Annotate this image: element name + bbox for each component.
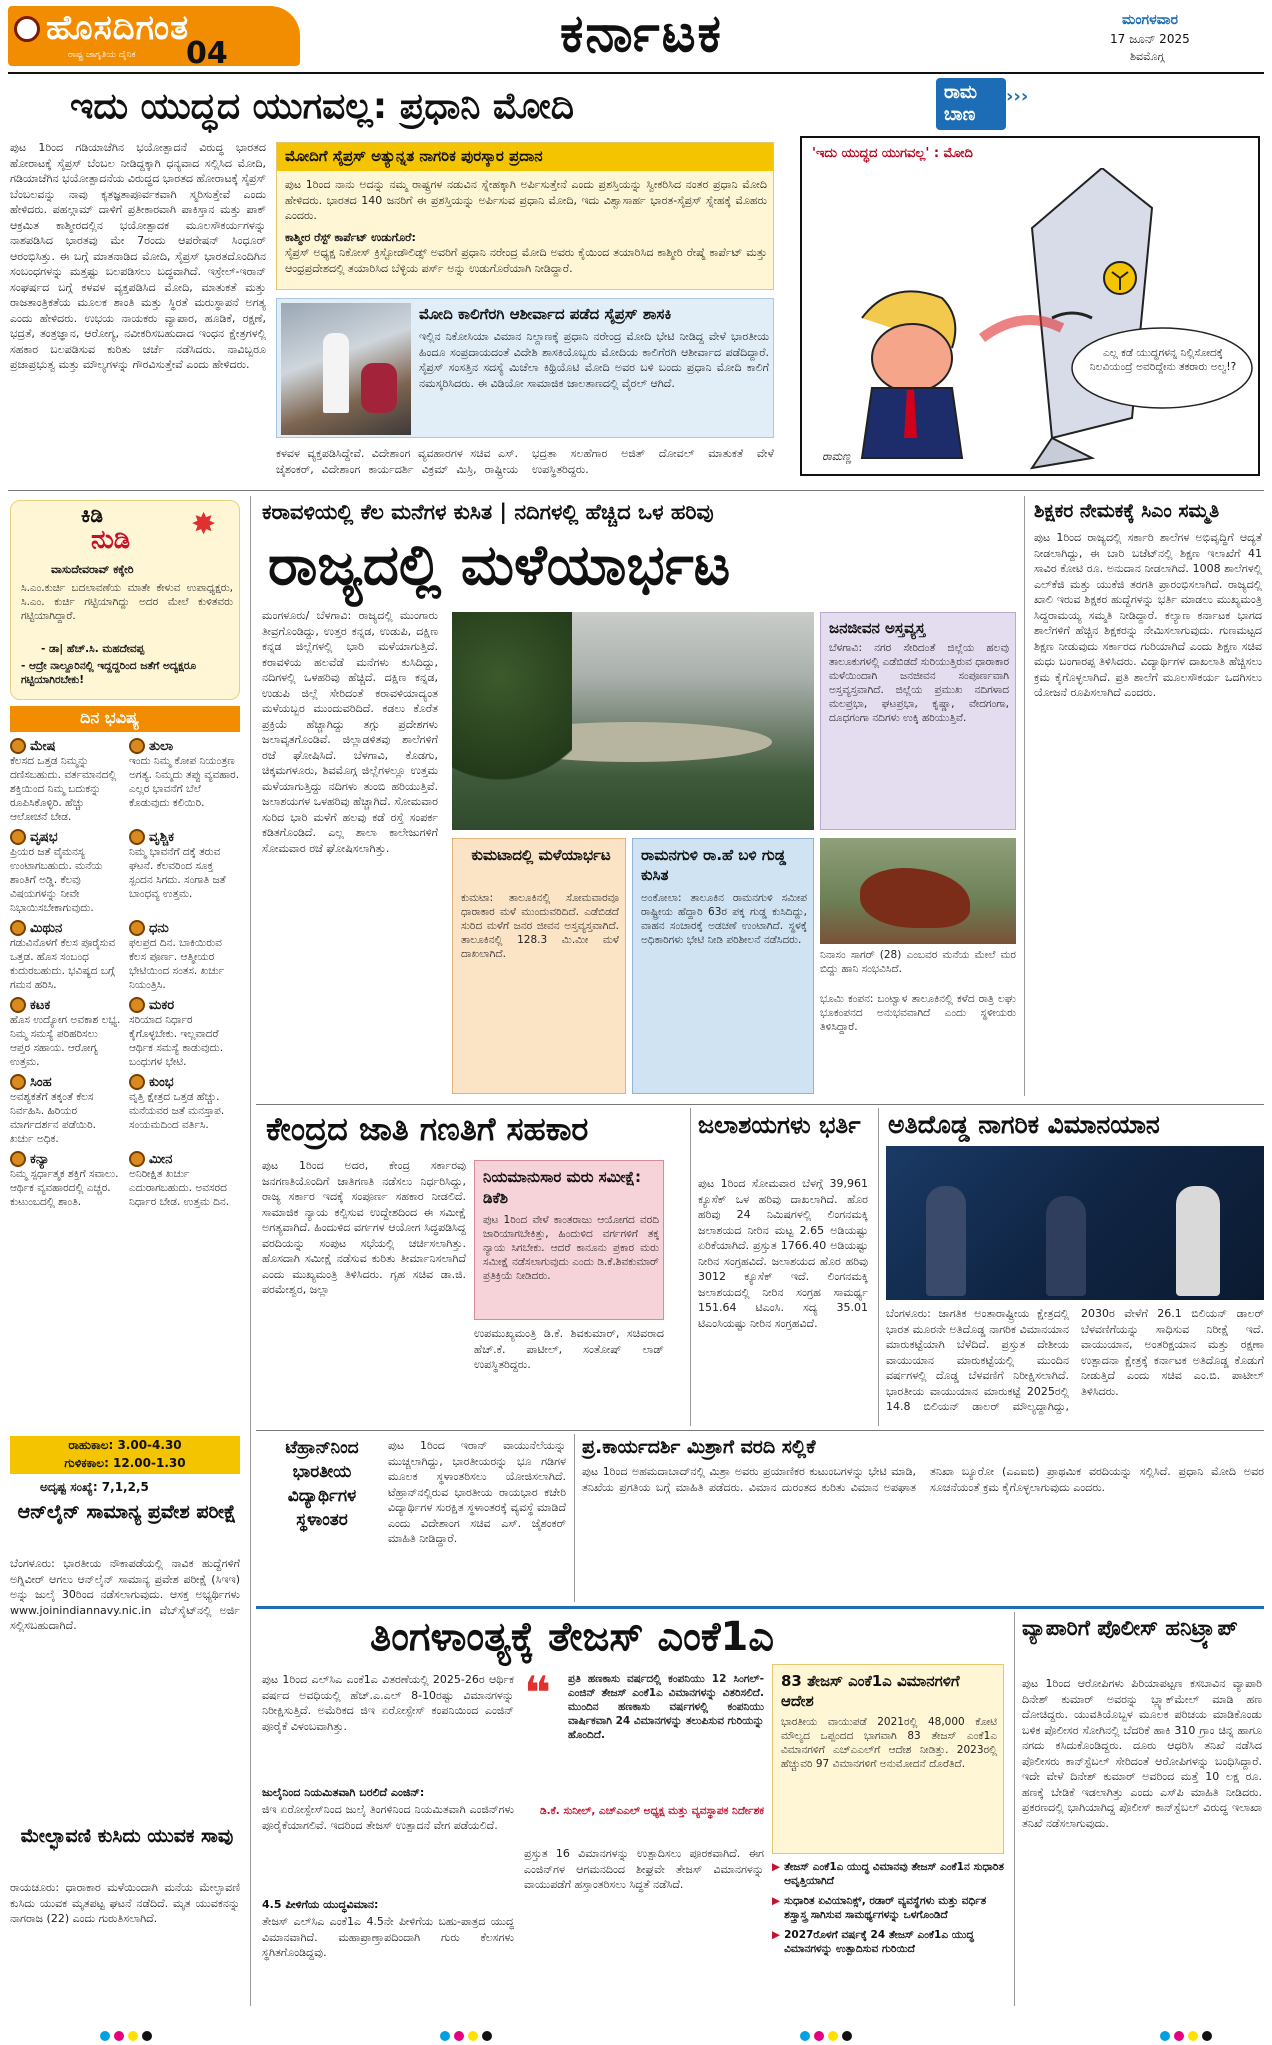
photo-person-2 [1046, 1196, 1086, 1296]
left-col-divider [250, 496, 251, 2006]
horoscope-sign-label: ಮಿಥುನ [30, 920, 63, 936]
horoscope-sign-text: ವೃತ್ತಿ ಕ್ಷೇತ್ರದ ಒತ್ತಡ ಹೆಚ್ಚು. ಮನೆಯವರ ಜತೆ ಮನಸ್ತಾಪ. ಸಂಯಮದಿಂದ ವರ್ತಿಸಿ. [129, 1091, 225, 1131]
horoscope-sign-name [10, 920, 121, 936]
registration-dot [100, 2031, 110, 2041]
horoscope-sign-text: ಕೆಲಸದ ಒತ್ತಡ ನಿಮ್ಮನ್ನು ದಣಿಸಬಹುದು. ವರ್ತಮಾನದಲ್ಲಿ ಶಕ್ತಿಯಿಂದ ನಿಮ್ಮ ಬದುಕನ್ನು ರೂಪಿಸಿಕೊಳ್ಳಿರಿ. ಹೆಚ್ಚು ಆಲೋಚನೆ ಬೇಡ. [10, 755, 117, 823]
cartoon-speech: ಎಲ್ಲ ಕಡೆ ಯುದ್ಧಗಳನ್ನ ನಿಲ್ಲಿಸೋದಕ್ಕೆ ನಿಲವಿಯಂದ್ರೆ ಅವರಿದ್ದೇನು ತಕರಾರು ಅಲ್ವ!? [1089, 347, 1237, 373]
gulika: ಗುಳಿಕಕಾಲ: 12.00-1.30 [64, 1456, 186, 1470]
ramanagar-box [632, 838, 814, 1094]
registration-dot [114, 2031, 124, 2041]
zodiac-icon [10, 997, 26, 1013]
tejas-body: ಪುಟ 1ರಿಂದ ಎಲ್‌ಸಿಎ ಎಂಕೆ1ಎ ವಿತರಣೆಯಲ್ಲಿ 2025-26ರ ಆರ್ಥಿಕ ವರ್ಷದ ಅವಧಿಯಲ್ಲಿ ಹೆಚ್.ಎ.ಎಲ್ 8-10ರಷ್ಟು ವಿಮಾನಗಳನ್ನು ನಿರೀಕ್ಷಿಸುತ್ತಿದೆ. ಅಮೆರಿಕದ ಜಿಇ ಏರೋಸ್ಪೇಸ್ ಕಂಪನಿಯಿಂದ ಎಂಜಿನ್ ಪೂರೈಕೆ ವಿಳಂಬವಾಗಿತ್ತು. [262, 1673, 514, 1733]
horoscope-header [10, 706, 240, 732]
tejas-bullet-list [772, 1860, 1004, 1956]
rain-tail: ಭೂಮಿ ಕಂಪನ: ಬಂಟ್ವಾಳ ತಾಲೂಕಿನಲ್ಲಿ ಕಳೆದ ರಾತ್ರಿ ಲಘು ಭೂಕಂಪನದ ಅನುಭವವಾಗಿದೆ ಎಂದು ಸ್ಥಳೀಯರು ತಿಳಿಸಿದ್ದಾರೆ. [820, 993, 1016, 1033]
zodiac-icon [129, 1151, 145, 1167]
page-number: 04 [186, 36, 228, 71]
photo-figure [323, 333, 349, 413]
horoscope-sign-label: ಮೀನ [149, 1151, 173, 1167]
horoscope-sign-label: ಧನು [149, 920, 169, 936]
tejas-quote-body: ಪ್ರಸ್ತುತ 16 ವಿಮಾನಗಳನ್ನು ಉತ್ಪಾದಿಸಲು ಪೂರಕವಾಗಿದೆ. ಈಗ ಎಂಜಿನ್‌ಗಳ ಆಗಮನದಿಂದ ಶೀಘ್ರವೇ ತೇಜಸ್ ವಿಮಾನಗಳನ್ನು ವಾಯುಪಡೆಗೆ ಹಸ್ತಾಂತರಿಸಲು ಸಿದ್ಧತೆ ನಡೆಸಿದೆ. [524, 1847, 764, 1891]
city-label: ಶಿವಮೊಗ್ಗ [1130, 50, 1165, 63]
blessing-body: ಇಲ್ಲಿನ ನಿಕೋಸಿಯಾ ವಿಮಾನ ನಿಲ್ದಾಣಕ್ಕೆ ಪ್ರಧಾನಿ ನರೇಂದ್ರ ಮೋದಿ ಭೇಟಿ ನೀಡಿದ್ದ ವೇಳೆ ಭಾರತೀಯ ಹಿಂದೂ ಸಂಪ್ರದಾಯದಂತೆ ವಿದೇಶಿ ಶಾಸಕಿಯೊಬ್ಬರು ಮೋದಿಯ ಕಾಲಿಗೆರಗಿ ಆಶೀರ್ವಾದ ಪಡೆದಿದ್ದಾರೆ. ಸೈಪ್ರಸ್ ಸಂಸತ್ತಿನ ಸದಸ್ಯೆ ಮಿಚೆಲಾ ಕಿಥ್ರಿಯೊಟಿ ಮೋದಿ ಅವರ ಬಳಿ ಬಂದು ಪ್ರಧಾನಿ ಮೋದಿ ಕಾಲಿಗೆ ನಮಸ್ಕರಿಸಿದರು. ಈ ವಿಡಿಯೋ ಸಾಮಾಜಿಕ ಜಾಲತಾಣದಲ್ಲಿ ವೈರಲ್ ಆಗಿದೆ. [419, 330, 769, 390]
tejas-order-box [772, 1664, 1004, 1854]
registration-dot [468, 2031, 478, 2041]
horoscope-sign-name [10, 997, 121, 1013]
registration-dot [828, 2031, 838, 2041]
cartoon-signature: ರಾಮಣ್ಣ [822, 450, 852, 463]
ramanagar-body: ಅಂಕೋಲಾ: ತಾಲೂಕಿನ ರಾಮನಗುಳಿ ಸಮೀಪ ರಾಷ್ಟ್ರೀಯ ಹೆದ್ದಾರಿ 63ರ ಪಕ್ಕ ಗುಡ್ಡ ಕುಸಿದಿದ್ದು, ವಾಹನ ಸಂಚಾರಕ್ಕೆ ಅಡಚಣೆ ಉಂಟಾಗಿದೆ. ಸ್ಥಳಕ್ಕೆ ಅಧಿಕಾರಿಗಳು ಭೇಟಿ ನೀಡಿ ಪರಿಶೀಲನೆ ನಡೆಸಿದರು. [641, 892, 807, 946]
horoscope-item [10, 997, 121, 1069]
horoscope-item [129, 920, 240, 992]
blessing-headline: ಮೋದಿ ಕಾಲಿಗೆರಗಿ ಆಶೀರ್ವಾದ ಪಡೆದ ಸೈಪ್ರಸ್ ಶಾಸಕಿ [419, 305, 672, 323]
tejas-order-headline: 83 ತೇಜಸ್ ಎಂಕೆ1ಎ ವಿಮಾನಗಳಿಗೆ ಆದೇಶ [781, 1672, 960, 1710]
section-rule-3 [256, 1430, 1264, 1431]
horoscope-sign-label: ತುಲಾ [149, 738, 174, 754]
bullet-arrow-icon: ▶ [772, 1895, 781, 1907]
registration-dot [800, 2031, 810, 2041]
spark-icon: ✸ [191, 507, 217, 542]
horoscope-item [10, 1151, 121, 1209]
date-label: 17 ಜೂನ್ 2025 [1110, 32, 1190, 46]
tejas-sub2-body: ತೇಜಸ್ ಎಲ್‌ಸಿಎ ಎಂಕೆ1ಎ 4.5ನೇ ಪೀಳಿಗೆಯ ಬಹು-ಪಾತ್ರದ ಯುದ್ಧ ವಿಮಾನವಾಗಿದೆ. ಮಹಾಪ್ರಾಣ್ತಾಪದಿಂದಾಗಿ ಗುರು ಕೆಲಸಗಳು ಸ್ಥಗಿತಗೊಂಡಿದ್ದವು. [262, 1915, 514, 1959]
rain-photo-caption: ನಿನಾಸಂ ಸಾಗರ್ (28) ಎಂಬವರ ಮನೆಯ ಮೇಲೆ ಮರ ಬಿದ್ದು ಹಾನಿ ಸಂಭವಿಸಿದೆ. [820, 949, 1016, 975]
caste-headline: ಕೇಂದ್ರದ ಜಾತಿ ಗಣತಿಗೆ ಸಹಕಾರ [266, 1110, 589, 1148]
tehran-headline: ಟೆಹ್ರಾನ್‌ನಿಂದ ಭಾರತೀಯ ವಿದ್ಯಾರ್ಥಿಗಳ ಸ್ಥಳಾಂತರ [285, 1438, 359, 1530]
day-label: ಮಂಗಳವಾರ [1122, 12, 1179, 28]
registration-dot [482, 2031, 492, 2041]
zodiac-icon [10, 738, 26, 754]
kidi-title-bottom: ನುಡಿ [91, 525, 131, 555]
masthead-rule [8, 72, 1264, 74]
horoscope-sign-text: ಗಡುವಿನೊಳಗೆ ಕೆಲಸ ಪೂರೈಸುವ ಒತ್ತಡ. ಹೊಸ ಸಂಬಂಧ ಕುದುರಬಹುದು. ಭವಿಷ್ಯದ ಬಗ್ಗೆ ಗಮನ ಹರಿಸಿ. [10, 937, 116, 991]
caste-divider [690, 1108, 691, 1426]
section-rule-2 [256, 1104, 1264, 1105]
cartoon-illustration [802, 168, 1258, 474]
horoscope-sign-label: ಮಕರ [149, 997, 175, 1013]
teacher-body: ಪುಟ 1ರಿಂದ ರಾಜ್ಯದಲ್ಲಿ ಸರ್ಕಾರಿ ಶಾಲೆಗಳ ಅಭಿವೃದ್ಧಿಗೆ ಆದ್ಯತೆ ನೀಡಲಾಗಿದ್ದು, ಈ ಬಾರಿ ಬಜೆಟ್‌ನಲ್ಲಿ ಶಿಕ್ಷಣ ಇಲಾಖೆಗೆ 41 ಸಾವಿರ ಕೋಟಿ ರೂ. ಅನುದಾನ ನೀಡಲಾಗಿದೆ. 1008 ಶಾಲೆಗಳಲ್ಲಿ ಎಲ್‌ಕೆಜಿ ಮತ್ತು ಯುಕೆಜಿ ತರಗತಿ ಪ್ರಾರಂಭಿಸಲಾಗಿದೆ. ರಾಜ್ಯದಲ್ಲಿ ಖಾಲಿ ಇರುವ ಶಿಕ್ಷಕರ ಹುದ್ದೆಗಳನ್ನು ಭರ್ತಿ ಮಾಡಲು ಮುಖ್ಯಮಂತ್ರಿ ಸಿದ್ದರಾಮಯ್ಯ ಸಮ್ಮತಿ ನೀಡಿದ್ದಾರೆ. ಕಲ್ಯಾಣ ಕರ್ನಾಟಕ ಭಾಗದ ಶಾಲೆಗಳಿಗೆ ಹೆಚ್ಚಿನ ಶಿಕ್ಷಕರನ್ನು ನೇಮಿಸಲಾಗುವುದು. ಗುಣಮಟ್ಟದ ಶಿಕ್ಷಣ ನೀಡುವುದು ಸರ್ಕಾರದ ಗುರಿಯಾಗಿದೆ ಎಂದು ಶಿಕ್ಷಣ ಸಚಿವ ಮಧು ಬಂಗಾರಪ್ಪ ತಿಳಿಸಿದರು. ವಿದ್ಯಾರ್ಥಿಗಳ ದಾಖಲಾತಿ ಹೆಚ್ಚಿಸಲು ಕ್ರಮ ಕೈಗೊಳ್ಳಲಾಗಿದೆ. ಪ್ರತಿ ಶಾಲೆಗೆ ಮೂಲಸೌಕರ್ಯ ಒದಗಿಸಲು ಯೋಜನೆ ರೂಪಿಸಲಾಗಿದೆ ಎಂದರು. [1034, 531, 1262, 699]
online-exam-headline: ಆನ್‌ಲೈನ್ ಸಾಮಾನ್ಯ ಪ್ರವೇಶ ಪರೀಕ್ಷೆ [17, 1501, 237, 1523]
rain-flood-photo [452, 612, 814, 830]
tejas-order-body: ಭಾರತೀಯ ವಾಯುಪಡೆ 2021ರಲ್ಲಿ 48,000 ಕೋಟಿ ಮೌಲ್ಯದ ಒಪ್ಪಂದದ ಭಾಗವಾಗಿ 83 ತೇಜಸ್ ಎಂಕೆ1ಎ ವಿಮಾನಗಳಿಗೆ ಎಚ್‌ಎಎಲ್‌ಗೆ ಆದೇಶ ನೀಡಿತ್ತು. 2023ರಲ್ಲಿ ಹೆಚ್ಚುವರಿ 97 ವಿಮಾನಗಳಿಗೆ ಅನುಮೋದನೆ ದೊರೆತಿದೆ. [781, 1716, 997, 1770]
logo-text: ಹೊಸದಿಗಂತ [46, 8, 190, 48]
horoscope-item [10, 1074, 121, 1146]
section-title: ಕರ್ನಾಟಕ [560, 4, 723, 64]
registration-dot [1160, 2031, 1170, 2041]
tejas-headline: ತಿಂಗಳಾಂತ್ಯಕ್ಕೆ ತೇಜಸ್ ಎಂಕೆ1ಎ [370, 1614, 775, 1660]
kumata-body: ಕುಮಟಾ: ತಾಲೂಕಿನಲ್ಲಿ ಸೋಮವಾರವೂ ಧಾರಾಕಾರ ಮಳೆ ಮುಂದುವರಿದಿದೆ. ಎಡೆಬಿಡದೆ ಸುರಿದ ಮಳೆಗೆ ಜನರ ಜೀವನ ಅಸ್ತವ್ಯಸ್ತವಾಗಿದೆ. ತಾಲೂಕಿನಲ್ಲಿ 128.3 ಮಿ.ಮೀ ಮಳೆ ದಾಖಲಾಗಿದೆ. [461, 892, 619, 960]
aviation-photo [886, 1146, 1264, 1300]
zodiac-icon [129, 1074, 145, 1090]
section-rule-1 [8, 490, 1264, 491]
horoscope-sign-name [10, 829, 121, 845]
horoscope-sign-label: ಸಿಂಹ [30, 1074, 52, 1090]
honeytrap-headline: ವ್ಯಾಪಾರಿಗೆ ಪೊಲೀಸ್ ಹನಿಟ್ರ್ಯಾಪ್ [1022, 1616, 1238, 1640]
rain-side-headline: ಜನಜೀವನ ಅಸ್ತವ್ಯಸ್ತ [829, 619, 926, 637]
tejas-bullet-text: ತೇಜಸ್ ಎಂಕೆ1ಎ ಯುದ್ಧ ವಿಮಾನವು ತೇಜಸ್ ಎಂಕೆ1ನ ಸುಧಾರಿತ ಆವೃತ್ತಿಯಾಗಿದೆ [784, 1861, 1004, 1887]
bullet-arrow-icon: ▶ [772, 1861, 781, 1873]
horoscope-sign-text: ಇಂದು ನಿಮ್ಮ ಕೋಪ ನಿಯಂತ್ರಣ ಅಗತ್ಯ. ನಿಮ್ಮದು ತಪ್ಪು ವ್ಯವಹಾರ. ಎಲ್ಲರ ಭಾವನೆಗೆ ಬೆಲೆ ಕೊಡುವುದು ಕಲಿಯಿರಿ. [129, 755, 240, 809]
award-sub-body: ಸೈಪ್ರಸ್ ಅಧ್ಯಕ್ಷ ನಿಕೋಸ್ ಕ್ರಿಸ್ಟೋಡೌಲಿಡ್ಸ್ ಅವರಿಗೆ ಪ್ರಧಾನಿ ನರೇಂದ್ರ ಮೋದಿ ಅವರು ಕೈಯಿಂದ ತಯಾರಿಸಿದ ಕಾಶ್ಮೀರಿ ರೇಷ್ಮೆ ಕಾರ್ಪೆಟ್ ಮತ್ತು ಆಂಧ್ರಪ್ರದೇಶದಲ್ಲಿ ತಯಾರಿಸಿದ ಬೆಳ್ಳಿಯ ಪರ್ಸ್ ಅನ್ನು ಉಡುಗೊರೆಯಾಗಿ ನೀಡಿದ್ದಾರೆ. [285, 246, 767, 275]
tejas-bullet-item [772, 1928, 1004, 1956]
tejas-bullet-item [772, 1894, 1004, 1922]
horoscope-sign-text: ಫಲಪ್ರದ ದಿನ. ಬಾಕಿಯಿರುವ ಕೆಲಸ ಪೂರ್ಣ. ಆತ್ಮೀಯರ ಭೇಟಿಯಿಂದ ಸಂತಸ. ಖರ್ಚು ನಿಯಂತ್ರಿಸಿ. [129, 937, 225, 991]
footer-dots-3 [800, 2026, 856, 2045]
horoscope-item [129, 1074, 240, 1146]
horoscope-sign-name [10, 1074, 121, 1090]
award-subhead: ಕಾಶ್ಮೀರ ರೆಸ್ಟ್ ಕಾರ್ಪೆಟ್ ಉಡುಗೊರೆ: [285, 231, 416, 244]
kidi-quote: ಸಿ.ಎಂ.ಕುರ್ಚಿ ಬದಲಾವಣೆಯ ಮಾತೇ ಕೇಳುವ ಉಪಾಧ್ಯಕ್ಷರು, ಸಿ.ಎಂ. ಕುರ್ಚಿ ಗಟ್ಟಿಯಾಗಿದ್ದು ಅದರ ಮೇಲೆ ಕುಳಿತವರು ಗಟ್ಟಿಯಾಗಿದ್ದಾರೆ. [21, 582, 233, 622]
trump-figure [862, 291, 962, 458]
horoscope-sign-name [129, 920, 240, 936]
tree-fall-photo [820, 838, 1016, 944]
roof-collapse-body: ರಾಯಚೂರು: ಧಾರಾಕಾರ ಮಳೆಯಿಂದಾಗಿ ಮನೆಯ ಮೇಲ್ಛಾವಣಿ ಕುಸಿದು ಯುವಕ ಮೃತಪಟ್ಟ ಘಟನೆ ನಡೆದಿದೆ. ಮೃತ ಯುವಕನನ್ನು ನಾಗರಾಜ (22) ಎಂದು ಗುರುತಿಸಲಾಗಿದೆ. [10, 1881, 240, 1925]
masthead [0, 0, 1272, 72]
roof-collapse-headline: ಮೇಲ್ಛಾವಣಿ ಕುಸಿದು ಯುವಕ ಸಾವು [20, 1825, 234, 1847]
horoscope-signs [10, 738, 240, 1214]
tejas-sub2-headline: 4.5 ಪೀಳಿಗೆಯ ಯುದ್ಧವಿಮಾನ: [262, 1898, 379, 1911]
tehran-body: ಪುಟ 1ರಿಂದ ಇರಾನ್ ವಾಯುನೆಲೆಯನ್ನು ಮುಚ್ಚಲಾಗಿದ್ದು, ಭಾರತೀಯರನ್ನು ಭೂ ಗಡಿಗಳ ಮೂಲಕ ಸ್ಥಳಾಂತರಿಸಲು ಯೋಜಿಸಲಾಗಿದೆ. ಟೆಹ್ರಾನ್‌ನಲ್ಲಿರುವ ಭಾರತೀಯ ರಾಯಭಾರ ಕಚೇರಿ ವಿದ್ಯಾರ್ಥಿಗಳ ಸುರಕ್ಷಿತ ಸ್ಥಳಾಂತರಕ್ಕೆ ವ್ಯವಸ್ಥೆ ಮಾಡಿದೆ ಎಂದು ವಿದೇಶಾಂಗ ಸಚಿವ ಎಸ್. ಜೈಶಂಕರ್ ಮಾಹಿತಿ ನೀಡಿದ್ದಾರೆ. [388, 1439, 566, 1545]
bullet-arrow-icon: ▶ [772, 1929, 781, 1941]
online-exam-body: ಬೆಂಗಳೂರು: ಭಾರತೀಯ ನೌಕಾಪಡೆಯಲ್ಲಿ ನಾವಿಕ ಹುದ್ದೆಗಳಿಗೆ ಅಗ್ನಿವೀರ್ ಆಗಲು ಆನ್‌ಲೈನ್ ಸಾಮಾನ್ಯ ಪ್ರವೇಶ ಪರೀಕ್ಷೆ (ಸಿಇಇ) ಅನ್ನು ಜುಲೈ 30ರಿಂದ ನಡೆಸಲಾಗುವುದು. ಆಸಕ್ತ ಅಭ್ಯರ್ಥಿಗಳು www.joinindiannavy.nic.in ವೆಬ್‌ಸೈಟ್‌ನಲ್ಲಿ ಅರ್ಜಿ ಸಲ್ಲಿಸಬಹುದಾಗಿದೆ. [10, 1557, 240, 1632]
tejas-quote-author: ಡಿ.ಕೆ. ಸುನೀಲ್, ಎಚ್‌ಎಎಲ್ ಅಧ್ಯಕ್ಷ ಮತ್ತು ವ್ಯವಸ್ಥಾಪಕ ನಿರ್ದೇಶಕ [540, 1805, 764, 1817]
registration-dot [1202, 2031, 1212, 2041]
registration-dot [1188, 2031, 1198, 2041]
tejas-quote-box [524, 1672, 764, 1840]
cartoon-box [800, 136, 1260, 476]
rain-strap: ಕರಾವಳಿಯಲ್ಲಿ ಕೆಲ ಮನೆಗಳ ಕುಸಿತ | ನದಿಗಳಲ್ಲಿ ಹೆಚ್ಚಿದ ಒಳ ಹರಿವು [262, 500, 714, 524]
horoscope-sign-label: ಕುಂಭ [149, 1074, 174, 1090]
photo-tree [452, 612, 572, 830]
award-headline: ಮೋದಿಗೆ ಸೈಪ್ರಸ್ ಅತ್ಯುನ್ನತ ನಾಗರಿಕ ಪುರಸ್ಕಾರ ಪ್ರದಾನ [285, 147, 543, 165]
registration-dot [128, 2031, 138, 2041]
tejas-bullet-text: 2027ರೊಳಗೆ ವರ್ಷಕ್ಕೆ 24 ತೇಜಸ್ ಎಂಕೆ1ಎ ಯುದ್ಧ ವಿಮಾನಗಳನ್ನು ಉತ್ಪಾದಿಸುವ ಗುರಿಯಿದೆ [784, 1929, 974, 1955]
mishra-headline: ಪ್ರ.ಕಾರ್ಯದರ್ಶಿ ಮಿಶ್ರಾಗೆ ವರದಿ ಸಲ್ಲಿಕೆ [582, 1436, 816, 1458]
tehran-divider [574, 1434, 575, 1602]
missile-figure [982, 168, 1152, 468]
rama-bana-label-top: ರಾಮ [944, 82, 977, 103]
horoscope-sign-label: ಮೇಷ [30, 738, 56, 754]
horoscope-sign-name [129, 829, 240, 845]
kidi-title-top: ಕಿಡಿ [81, 503, 103, 527]
rain-side-box [820, 612, 1016, 830]
registration-dot [1174, 2031, 1184, 2041]
zodiac-icon [129, 997, 145, 1013]
rain-right-divider [1024, 496, 1025, 1096]
logo [8, 6, 300, 66]
zodiac-icon [10, 1151, 26, 1167]
dams-headline: ಜಲಾಶಯಗಳು ಭರ್ತಿ [698, 1111, 861, 1139]
horoscope-item [129, 738, 240, 824]
zodiac-icon [10, 829, 26, 845]
survey-headline: ನಿಯಮಾನುಸಾರ ಮರು ಸಮೀಕ್ಷೆ: ಡಿಕೆಶಿ [483, 1168, 641, 1207]
dams-divider [878, 1108, 879, 1426]
tejas-sub-headline: ಜುಲೈನಿಂದ ನಿಯಮಿತವಾಗಿ ಬರಲಿದೆ ಎಂಜಿನ್: [262, 1786, 425, 1799]
horoscope-sign-text: ಸರಿಯಾದ ನಿರ್ಧಾರ ಕೈಗೊಳ್ಳಬೇಕು. ಇಲ್ಲವಾದರೆ ಆರ್ಥಿಕ ಸಮಸ್ಯೆ ಕಾಡುವುದು. ಬಂಧುಗಳ ಭೇಟಿ. [129, 1014, 224, 1068]
teacher-headline: ಶಿಕ್ಷಕರ ನೇಮಕಕ್ಕೆ ಸಿಎಂ ಸಮ್ಮತಿ [1034, 500, 1220, 522]
kidi-reply: - ಆದ್ರೇ ನಾಲ್ದೂರಿನಲ್ಲಿ ಇದ್ದದ್ದರಿಂದ ಜತೆಗೆ ಅದ್ಯಕ್ಷರೂ ಗಟ್ಟಿಯಾಗಿರಬೇಕು! [21, 660, 197, 686]
horoscope-sign-label: ವೃಷಭ [30, 829, 58, 845]
registration-dot [142, 2031, 152, 2041]
registration-dot [814, 2031, 824, 2041]
photo-person-1 [926, 1186, 966, 1296]
horoscope-sign-name [129, 1074, 240, 1090]
photo-person-3 [1176, 1186, 1220, 1296]
tejas-quote-text: ಪ್ರತಿ ಹಣಕಾಸು ವರ್ಷದಲ್ಲಿ ಕಂಪನಿಯು 12 ಸಿಂಗಲ್-ಎಂಜಿನ್ ತೇಜಸ್ ಎಂಕೆ1ಎ ವಿಮಾನಗಳನ್ನು ವಿತರಿಸಲಿದೆ. ಮುಂದಿನ ಹಣಕಾಸು ವರ್ಷಗಳಲ್ಲಿ ಕಂಪನಿಯು ವಾರ್ಷಿಕವಾಗಿ 24 ವಿಮಾನಗಳನ್ನು ತಲುಪಿಸುವ ಗುರಿಯನ್ನು ಹೊಂದಿದೆ. [568, 1673, 764, 1741]
aviation-headline: ಅತಿದೊಡ್ಡ ನಾಗರಿಕ ವಿಮಾನಯಾನ [888, 1110, 1160, 1139]
horoscope-sign-name [129, 1151, 240, 1167]
horoscope-item [129, 1151, 240, 1209]
dams-body: ಪುಟ 1ರಿಂದ ಸೋಮವಾರ ಬೆಳಗ್ಗೆ 39,961 ಕ್ಯೂಸೆಕ್ ಒಳ ಹರಿವು ದಾಖಲಾಗಿದೆ. ಹೊರ ಹರಿವು 24 ನಿಮಿಷಗಳಲ್ಲಿ ಲಿಂಗನಮಕ್ಕಿ ಜಲಾಶಯದ ನೀರಿನ ಮಟ್ಟ 2.65 ಅಡಿಯಷ್ಟು ಏರಿಕೆಯಾಗಿದೆ. ಪ್ರಸ್ತುತ 1766.40 ಅಡಿಯಷ್ಟು ನೀರಿನ ಸಂಗ್ರಹವಿದೆ. ಜಲಾಶಯದ ಹೊರ ಹರಿವು 3012 ಕ್ಯೂಸೆಕ್ ಇದೆ. ಲಿಂಗನಮಕ್ಕಿ ಜಲಾಶಯದಲ್ಲಿ ನೀರಿನ ಸಂಗ್ರಹ ಸಾಮರ್ಥ್ಯ 151.64 ಟಿಎಂಸಿ. ಸದ್ಯ 35.01 ಟಿಎಂಸಿಯಷ್ಟು ನೀರಿನ ಸಂಗ್ರಹವಿದೆ. [698, 1177, 868, 1330]
horoscope-item [10, 920, 121, 992]
tejas-bullet-text: ಸುಧಾರಿತ ಏವಿಯಾನಿಕ್ಸ್, ರಡಾರ್ ವ್ಯವಸ್ಥೆಗಳು ಮತ್ತು ವರ್ಧಿತ ಶಸ್ತ್ರಾಸ್ತ್ರ ಸಾಗಿಸುವ ಸಾಮರ್ಥ್ಯಗಳನ್ನು ಒಳಗೊಂಡಿದೆ [784, 1895, 987, 1921]
survey-box [474, 1160, 664, 1320]
horoscope-item [10, 738, 121, 824]
rain-side-body: ಬೆಳಗಾವಿ: ನಗರ ಸೇರಿದಂತೆ ಜಿಲ್ಲೆಯ ಹಲವು ತಾಲೂಕುಗಳಲ್ಲಿ ಎಡೆಬಿಡದೆ ಸುರಿಯುತ್ತಿರುವ ಧಾರಾಕಾರ ಮಳೆಯಿಂದಾಗಿ ಜನಜೀವನ ಸಂಪೂರ್ಣವಾಗಿ ಅಸ್ತವ್ಯಸ್ತವಾಗಿದೆ. ಜಿಲ್ಲೆಯ ಪ್ರಮುಖ ನದಿಗಳಾದ ಮಲಪ್ರಭಾ, ಘಟಪ್ರಭಾ, ಕೃಷ್ಣಾ, ವೇದಗಂಗಾ, ದೂಧಗಂಗಾ ನದಿಗಳು ಉಕ್ಕಿ ಹರಿಯುತ್ತಿವೆ. [829, 642, 1009, 724]
horoscope-sign-name [129, 997, 240, 1013]
quote-icon: ❝ [524, 1672, 551, 1720]
logo-emblem-icon [14, 16, 40, 42]
tejas-rule [256, 1606, 1264, 1609]
ramanagar-headline: ರಾಮನಗುಳಿ ರಾ.ಹೆ ಬಳಿ ಗುಡ್ಡ ಕುಸಿತ [641, 846, 786, 884]
caste-body: ಪುಟ 1ರಿಂದ ಅದರ, ಕೇಂದ್ರ ಸರ್ಕಾರವು ಜನಗಣತಿಯೊಂದಿಗೆ ಜಾತಿಗಣತಿ ನಡೆಸಲು ನಿರ್ಧರಿಸಿದ್ದು, ರಾಜ್ಯ ಸರ್ಕಾರ ಇದಕ್ಕೆ ಸಂಪೂರ್ಣ ಸಹಕಾರ ನೀಡಲಿದೆ. ಸಾಮಾಜಿಕ ನ್ಯಾಯ ಕಲ್ಪಿಸುವ ಉದ್ದೇಶದಿಂದ ಈ ಸಮೀಕ್ಷೆ ಅಗತ್ಯವಾಗಿದೆ. ಹಿಂದುಳಿದ ವರ್ಗಗಳ ಆಯೋಗ ಸಿದ್ಧಪಡಿಸಿದ್ದ ವರದಿಯನ್ನು ಸಂಪುಟ ಸಭೆಯಲ್ಲಿ ಚರ್ಚಿಸಲಾಗಿತ್ತು. ಹೊಸದಾಗಿ ಸಮೀಕ್ಷೆ ನಡೆಸುವ ಕುರಿತು ತೀರ್ಮಾನಿಸಲಾಗಿದೆ ಎಂದು ಮುಖ್ಯಮಂತ್ರಿ ತಿಳಿಸಿದರು. ಗೃಹ ಸಚಿವ ಡಾ.ಜಿ. ಪರಮೇಶ್ವರ, ಜಲ್ಲಾ [262, 1159, 466, 1296]
horoscope-sign-label: ಕಟಕ [30, 997, 51, 1013]
zodiac-icon [10, 920, 26, 936]
zodiac-icon [129, 920, 145, 936]
horoscope-sign-text: ಅವಶ್ಯಕತೆಗೆ ತಕ್ಕಂತೆ ಕೆಲಸ ನಿರ್ವಹಿಸಿ. ಹಿರಿಯರ ಮಾರ್ಗದರ್ಶನ ಪಡೆಯಿರಿ. ಖರ್ಚು ಅಧಿಕ. [10, 1091, 96, 1145]
horoscope-sign-text: ಹೊಸ ಉದ್ಯೋಗ ಅವಕಾಶ ಲಭ್ಯ. ನಿಮ್ಮ ಸಮಸ್ಯೆ ಪರಿಹರಿಸಲು ಆಪ್ತರ ಸಹಾಯ. ಆರೋಗ್ಯ ಉತ್ತಮ. [10, 1014, 121, 1068]
cartoon-caption: 'ಇದು ಯುದ್ಧದ ಯುಗವಲ್ಲ' : ಮೋದಿ [812, 146, 973, 161]
registration-dot [454, 2031, 464, 2041]
lucky-number: ಅದೃಷ್ಟ ಸಂಖ್ಯೆ: 7,1,2,5 [40, 1480, 149, 1494]
tejas-bullets [772, 1860, 1004, 2006]
horoscope-sign-name [129, 738, 240, 754]
footer-dots-4 [1160, 2026, 1216, 2045]
rahukala: ರಾಹುಕಾಲ: 3.00-4.30 [68, 1438, 182, 1452]
survey-tail: ಉಪಮುಖ್ಯಮಂತ್ರಿ ಡಿ.ಕೆ. ಶಿವಕುಮಾರ್, ಸಚಿವರಾದ ಹೆಚ್.ಕೆ. ಪಾಟೀಲ್, ಸಂತೋಷ್ ಲಾಡ್ ಉಪಸ್ಥಿತರಿದ್ದರು. [474, 1327, 664, 1371]
horoscope-grid [10, 738, 240, 1434]
kidi-nudi-box [10, 500, 240, 700]
horoscope-sign-name [10, 738, 121, 754]
horoscope-sign-text: ನಿಮ್ಮ ಭಾವನೆಗೆ ದಕ್ಕೆ ತರುವ ಘಟನೆ. ಕೆಲವರಿಂದ ಸೂಕ್ತ ಸ್ಪಂದನ ಸಿಗದು. ಸಂಗಾತಿ ಜತೆ ಬಾಂಧವ್ಯ ಉತ್ತಮ. [129, 846, 226, 900]
footer-dots-2 [440, 2026, 496, 2045]
horoscope-sign-text: ಪ್ರಿಯರ ಜತೆ ವೈಮನಸ್ಯ ಉಂಟಾಗಬಹುದು. ಮನೆಯ ಶಾಂತಿಗೆ ಅಡ್ಡಿ. ಕೆಲವು ವಿಷಯಗಳನ್ನು ನೀವೇ ನಿಭಾಯಿಸಬೇಕಾಗುವುದು. [10, 846, 103, 914]
rain-body: ಮಂಗಳೂರು/ ಬೆಳಗಾವಿ: ರಾಜ್ಯದಲ್ಲಿ ಮುಂಗಾರು ತೀವ್ರಗೊಂಡಿದ್ದು, ಉತ್ತರ ಕನ್ನಡ, ಉಡುಪಿ, ದಕ್ಷಿಣ ಕನ್ನಡ ಜಿಲ್ಲೆಗಳಲ್ಲಿ ಭಾರಿ ಮಳೆಯಾಗುತ್ತಿದೆ. ಕರಾವಳಿಯ ಹಲವೆಡೆ ಮನೆಗಳು ಕುಸಿದಿದ್ದು, ನದಿಗಳಲ್ಲಿ ಒಳಹರಿವು ಹೆಚ್ಚಿದೆ. ದಕ್ಷಿಣ ಕನ್ನಡ, ಉಡುಪಿ ಜಿಲ್ಲೆ ಸೇರಿದಂತೆ ಕರಾವಳಿಯಾದ್ಯಂತ ಮಳೆಯಬ್ಬರ ಮುಂದುವರಿದಿದೆ. ಕಡಲು ಕೊರೆತ ಪ್ರಕ್ರಿಯೆ ಹೆಚ್ಚಾಗಿದ್ದು ತಗ್ಗು ಪ್ರದೇಶಗಳು ಜಲಾವೃತಗೊಂಡಿವೆ. ಜಿಲ್ಲಾಡಳಿತವು ಶಾಲೆಗಳಿಗೆ ರಜೆ ಘೋಷಿಸಿದೆ. ಬೆಳಗಾವಿ, ಕೊಡಗು, ಚಿಕ್ಕಮಗಳೂರು, ಶಿವಮೊಗ್ಗ ಜಿಲ್ಲೆಗಳಲ್ಲೂ ಉತ್ತಮ ಮಳೆಯಾಗುತ್ತಿದ್ದು ನದಿಗಳು ತುಂಬಿ ಹರಿಯುತ್ತಿವೆ. ಜಲಾಶಯಗಳ ಒಳಹರಿವು ಹೆಚ್ಚಾಗಿದೆ. ಸೋಮವಾರ ಸುರಿದ ಭಾರಿ ಮಳೆಗೆ ಹಲವು ಕಡೆ ರಸ್ತೆ ಸಂಪರ್ಕ ಕಡಿತಗೊಂಡಿದೆ. ಎಲ್ಲ ಶಾಲಾ ಕಾಲೇಜುಗಳಿಗೆ ಸೋಮವಾರ ರಜೆ ಘೋಷಿಸಲಾಗಿತ್ತು. [262, 609, 438, 855]
kumata-headline: ಕುಮಟಾದಲ್ಲಿ ಮಳೆಯಾರ್ಭಟ [471, 846, 611, 864]
tejas-sub-body: ಜಿಇ ಏರೋಸ್ಪೇಸ್‌ನಿಂದ ಜುಲೈ ತಿಂಗಳಿನಿಂದ ನಿಯಮಿತವಾಗಿ ಎಂಜಿನ್‌ಗಳು ಪೂರೈಕೆಯಾಗಲಿವೆ. ಇದರಿಂದ ತೇಜಸ್ ಉತ್ಪಾದನೆ ವೇಗ ಪಡೆಯಲಿದೆ. [262, 1803, 514, 1832]
blessing-box [276, 298, 774, 438]
tejas-bullet-item [772, 1860, 1004, 1888]
arrow-icon: ››› [1006, 86, 1029, 107]
tejas-divider [1014, 1612, 1015, 2006]
horoscope-sign-label: ಕನ್ಯಾ [30, 1151, 50, 1167]
award-body: ಪುಟ 1ರಿಂದ ನಾನು ಅದನ್ನು ನಮ್ಮ ರಾಷ್ಟ್ರಗಳ ನಡುವಿನ ಸ್ನೇಹಕ್ಕಾಗಿ ಅರ್ಪಿಸುತ್ತೇನೆ ಎಂದು ಪ್ರಶಸ್ತಿಯನ್ನು ಸ್ವೀಕರಿಸಿದ ನಂತರ ಪ್ರಧಾನಿ ಮೋದಿ ಹೇಳಿದರು. ಭಾರತದ 140 ಜನರಿಗೆ ಈ ಪ್ರಶಸ್ತಿಯನ್ನು ಅರ್ಪಿಸುವ ಪ್ರಧಾನಿ ಮೋದಿ, ಇದು ವಿಶ್ವಾಸಾರ್ಹ ಭಾರತ-ಸೈಪ್ರಸ್ ಸ್ನೇಹಕ್ಕೆ ಮೊಹರು ಎಂದರು. [285, 178, 767, 222]
kidi-author: ವಾಸುದೇವರಾವ್ ಕಕ್ಕೇರಿ [51, 563, 134, 576]
rama-bana-label-bottom: ಬಾಣ [944, 104, 976, 125]
horoscope-sign-name [10, 1151, 121, 1167]
aviation-body: ಬೆಂಗಳೂರು: ಜಾಗತಿಕ ಅಂತಾರಾಷ್ಟ್ರೀಯ ಕ್ಷೇತ್ರದಲ್ಲಿ ಭಾರತ ಮೂರನೇ ಅತಿದೊಡ್ಡ ನಾಗರಿಕ ವಿಮಾನಯಾನ ಮಾರುಕಟ್ಟೆಯಾಗಿ ಬೆಳೆದಿದೆ. ಪ್ರಸ್ತುತ ದೇಶೀಯ ವಾಯುಯಾನ ಮಾರುಕಟ್ಟೆಯಲ್ಲಿ ಮುಂದಿನ ವರ್ಷಗಳಲ್ಲಿ ದೊಡ್ಡ ಬೆಳವಣಿಗೆ ನಿರೀಕ್ಷಿಸಲಾಗಿದೆ. ಭಾರತೀಯ ವಾಯುಯಾನ ಮಾರುಕಟ್ಟೆ 2025ರಲ್ಲಿ 14.8 ಬಿಲಿಯನ್ ಡಾಲರ್ ಮೌಲ್ಯದ್ದಾಗಿದ್ದು, 2030ರ ವೇಳೆಗೆ 26.1 ಬಿಲಿಯನ್ ಡಾಲರ್ ಬೆಳವಣಿಗೆಯನ್ನು ಸಾಧಿಸುವ ನಿರೀಕ್ಷೆ ಇದೆ. ವಾಯುಯಾನ, ಅಂತರಿಕ್ಷಯಾನ ಮತ್ತು ರಕ್ಷಣಾ ಉತ್ಪಾದನಾ ಕ್ಷೇತ್ರಕ್ಕೆ ಕರ್ನಾಟಕ ಅತಿದೊಡ್ಡ ಕೊಡುಗೆ ನೀಡುತ್ತಿದೆ ಎಂದು ಸಚಿವ ಎಂ.ಬಿ. ಪಾಟೀಲ್ ತಿಳಿಸಿದರು. [886, 1307, 1264, 1413]
lead-body: ಪುಟ 1ರಿಂದ ಗಡಿಯಾಚೆಗಿನ ಭಯೋತ್ಪಾದನೆ ವಿರುದ್ಧ ಭಾರತದ ಹೋರಾಟಕ್ಕೆ ಸೈಪ್ರಸ್ ಬೆಂಬಲ ನೀಡಿದ್ದಕ್ಕಾಗಿ ಧನ್ಯವಾದ ಸಲ್ಲಿಸಿದ ಮೋದಿ, ಗಡಿಯಾಚೆಗಿನ ಭಯೋತ್ಪಾದನೆಯ ವಿರುದ್ಧದ ಭಾರತದ ಹೋರಾಟಕ್ಕೆ ಸೈಪ್ರಸ್ ಬೆಂಬಲವನ್ನು ನಾವು ಕೃತಜ್ಞತಾಪೂರ್ವಕವಾಗಿ ಸ್ಮರಿಸುತ್ತೇವೆ ಎಂದು ಹೇಳಿದರು. ಪಹಲ್ಗಾಮ್ ದಾಳಿಗೆ ಪ್ರತೀಕಾರವಾಗಿ ಪಾಕಿಸ್ತಾನ ಮತ್ತು ಪಾಕ್ ಆಕ್ರಮಿತ ಕಾಶ್ಮೀರದಲ್ಲಿನ ಭಯೋತ್ಪಾದಕ ಮೂಲಸೌಕರ್ಯಗಳನ್ನು ನಾಶಪಡಿಸಿದ ಭಾರತವು ಮೇ 7ರಂದು ಆಪರೇಷನ್ ಸಿಂಧೂರ್ ಆರಂಭಿಸಿತ್ತು. ಈ ಬಗ್ಗೆ ಮಾತನಾಡಿದ ಮೋದಿ, ಸೈಪ್ರಸ್ ಭಾರತದೊಂದಿಗಿನ ಸಂಬಂಧಗಳನ್ನು ಮತ್ತಷ್ಟು ಬಲಪಡಿಸಲು ಬದ್ಧವಾಗಿದೆ. ಇಸ್ರೇಲ್-ಇರಾನ್ ಸಂಘರ್ಷದ ಬಗ್ಗೆ ಕಳವಳ ವ್ಯಕ್ತಪಡಿಸಿದ ಮೋದಿ, ಮಾತುಕತೆ ಮತ್ತು ರಾಜತಾಂತ್ರಿಕತೆಯ ಮೂಲಕ ಶಾಂತಿ ಮತ್ತು ಸ್ಥಿರತೆ ಮರುಸ್ಥಾಪನೆ ಅಗತ್ಯ ಎಂದು ಹೇಳಿದರು. ಉಭಯ ನಾಯಕರು ವ್ಯಾಪಾರ, ಹೂಡಿಕೆ, ರಕ್ಷಣೆ, ಭದ್ರತೆ, ತಂತ್ರಜ್ಞಾನ, ಆರೋಗ್ಯ, ನವೀಕರಿಸಬಹುದಾದ ಇಂಧನ ಕ್ಷೇತ್ರಗಳಲ್ಲಿ ಸಹಕಾರ ಬಲಪಡಿಸುವ ಕುರಿತು ಚರ್ಚೆ ನಡೆಸಿದರು. ನಾವಿಬ್ಬರೂ ಪ್ರಜಾಪ್ರಭುತ್ವ ಮತ್ತು ಮೌಲ್ಯಗಳನ್ನು ಗೌರವಿಸುತ್ತೇವೆ ಎಂದು ಹೇಳಿದರು. [10, 141, 266, 371]
survey-body: ಪುಟ 1ರಿಂದ ವೇಳೆ ಕಾಂತರಾಜು ಆಯೋಗದ ವರದಿ ಜಾರಿಯಾಗಬೇಕಿತ್ತು, ಹಿಂದುಳಿದ ವರ್ಗಗಳಿಗೆ ತಕ್ಕ ನ್ಯಾಯ ಸಿಗಬೇಕು. ಆದರೆ ಕಾನೂನು ಪ್ರಕಾರ ಮರು ಸಮೀಕ್ಷೆ ನಡೆಸಲಾಗುವುದು ಎಂದು ಡಿ.ಕೆ.ಶಿವಕುಮಾರ್ ಪ್ರತಿಕ್ರಿಯೆ ನೀಡಿದರು. [483, 1214, 659, 1282]
lead-tail: ಕಳವಳ ವ್ಯಕ್ತಪಡಿಸಿದ್ದೇವೆ. ವಿದೇಶಾಂಗ ವ್ಯವಹಾರಗಳ ಸಚಿವ ಎಸ್. ಜೈಶಂಕರ್, ವಿದೇಶಾಂಗ ಕಾರ್ಯದರ್ಶಿ ವಿಕ್ರಮ್ ಮಿಸ್ರಿ, ರಾಷ್ಟ್ರೀಯ ಭದ್ರತಾ ಸಲಹೆಗಾರ ಅಜಿತ್ ದೋವಲ್ ಮಾತುಕತೆ ವೇಳೆ ಉಪಸ್ಥಿತರಿದ್ದರು. [276, 447, 774, 476]
rahukala-box [10, 1436, 240, 1474]
logo-tagline: ರಾಷ್ಟ್ರ ಜಾಗೃತಿಯ ದೈನಿಕ [68, 50, 136, 60]
horoscope-item [10, 829, 121, 915]
mishra-body: ಪುಟ 1ರಿಂದ ಅಹಮದಾಬಾದ್‌ನಲ್ಲಿ ಮಿಶ್ರಾ ಅವರು ಪ್ರಯಾಣಿಕರ ಕುಟುಂಬಗಳನ್ನು ಭೇಟಿ ಮಾಡಿ, ತನಿಖೆಯ ಪ್ರಗತಿಯ ಬಗ್ಗೆ ಮಾಹಿತಿ ಪಡೆದರು. ವಿಮಾನ ದುರಂತದ ಕುರಿತು ವಿಮಾನ ಅಪಘಾತ ತನಿಖಾ ಬ್ಯೂರೋ (ಎಎಐಬಿ) ಪ್ರಾಥಮಿಕ ವರದಿಯನ್ನು ಸಲ್ಲಿಸಿದೆ. ಪ್ರಧಾನಿ ಮೋದಿ ಅವರ ಸೂಚನೆಯಂತೆ ಕ್ರಮ ಕೈಗೊಳ್ಳಲಾಗುವುದು ಎಂದರು. [582, 1465, 1264, 1494]
kidi-quote-by: - ಡಾ| ಹೆಚ್.ಸಿ. ಮಹದೇವಪ್ಪ [41, 643, 145, 655]
honeytrap-body: ಪುಟ 1ರಿಂದ ಆರೋಪಿಗಳು ಪಿರಿಯಾಪಟ್ಟಣ ಕಸಬಾವಿನ ವ್ಯಾಪಾರಿ ದಿನೇಶ್ ಕುಮಾರ್ ಅವರನ್ನು ಬ್ಲ್ಯಾಕ್‌ಮೇಲ್ ಮಾಡಿ ಹಣ ದೋಚಿದ್ದರು. ಯುವತಿಯೊಬ್ಬಳ ಮೂಲಕ ಪರಿಚಯ ಮಾಡಿಕೊಂಡು ಬಳಿಕ ಪೊಲೀಸರ ಸೋಗಿನಲ್ಲಿ ಬೆದರಿಕೆ ಹಾಕಿ 310 ಗ್ರಾಂ ಚಿನ್ನ ಹಾಗೂ ನಗದು ಕಸಿದುಕೊಂಡಿದ್ದರು. ದೂರು ಆಧರಿಸಿ ತನಿಖೆ ನಡೆಸಿದ ಪೊಲೀಸರು ಕಾನ್‌ಸ್ಟೆಬಲ್ ಸೇರಿದಂತೆ ಆರೋಪಿಗಳನ್ನು ಬಂಧಿಸಿದ್ದಾರೆ. ಇದೇ ವೇಳೆ ದಿನೇಶ್ ಕುಮಾರ್ ಅವರಿಂದ ಮತ್ತೆ 10 ಲಕ್ಷ ರೂ. ಹಣಕ್ಕೆ ಬೇಡಿಕೆ ಇಡಲಾಗಿತ್ತು ಎಂದು ಎಸ್‌ಪಿ ಮಾಹಿತಿ ನೀಡಿದರು. ಪ್ರಕರಣದಲ್ಲಿ ಭಾಗಿಯಾಗಿದ್ದ ಪೊಲೀಸ್ ಕಾನ್‌ಸ್ಟೆಬಲ್ ವಿರುದ್ಧ ಇಲಾಖಾ ತನಿಖೆ ನಡೆಸಲಾಗುವುದು. [1022, 1677, 1262, 1830]
rain-headline: ರಾಜ್ಯದಲ್ಲಿ ಮಳೆಯಾರ್ಭಟ [268, 533, 731, 598]
kumata-box [452, 838, 626, 1094]
photo-fallen-tree [860, 868, 970, 928]
zodiac-icon [129, 829, 145, 845]
horoscope-sign-label: ವೃಶ್ಚಿಕ [149, 829, 174, 845]
zodiac-icon [10, 1074, 26, 1090]
horoscope-title: ದಿನ ಭವಿಷ್ಯ [80, 708, 140, 727]
photo-figure-2 [361, 363, 397, 413]
award-box [276, 142, 774, 290]
horoscope-sign-text: ಅನಿರೀಕ್ಷಿತ ಖರ್ಚು ಎದುರಾಗಬಹುದು. ಅವಸರದ ನಿರ್ಧಾರ ಬೇಡ. ಉತ್ತಮ ದಿನ. [129, 1168, 230, 1208]
lead-headline: ಇದು ಯುದ್ಧದ ಯುಗವಲ್ಲ: ಪ್ರಧಾನಿ ಮೋದಿ [70, 86, 575, 127]
horoscope-sign-text: ನಿಮ್ಮ ಸ್ಪರ್ಧಾತ್ಮಕ ಶಕ್ತಿಗೆ ಸವಾಲು. ಆರ್ಥಿಕ ವ್ಯವಹಾರದಲ್ಲಿ ಎಚ್ಚರ. ಕುಟುಂಬದಲ್ಲಿ ಶಾಂತಿ. [10, 1168, 119, 1208]
registration-dot [842, 2031, 852, 2041]
horoscope-item [129, 997, 240, 1069]
rama-bana-tag [936, 78, 1006, 130]
registration-dot [440, 2031, 450, 2041]
modi-photo [281, 303, 411, 435]
horoscope-item [129, 829, 240, 915]
footer-dots-1 [100, 2026, 156, 2045]
zodiac-icon [129, 738, 145, 754]
